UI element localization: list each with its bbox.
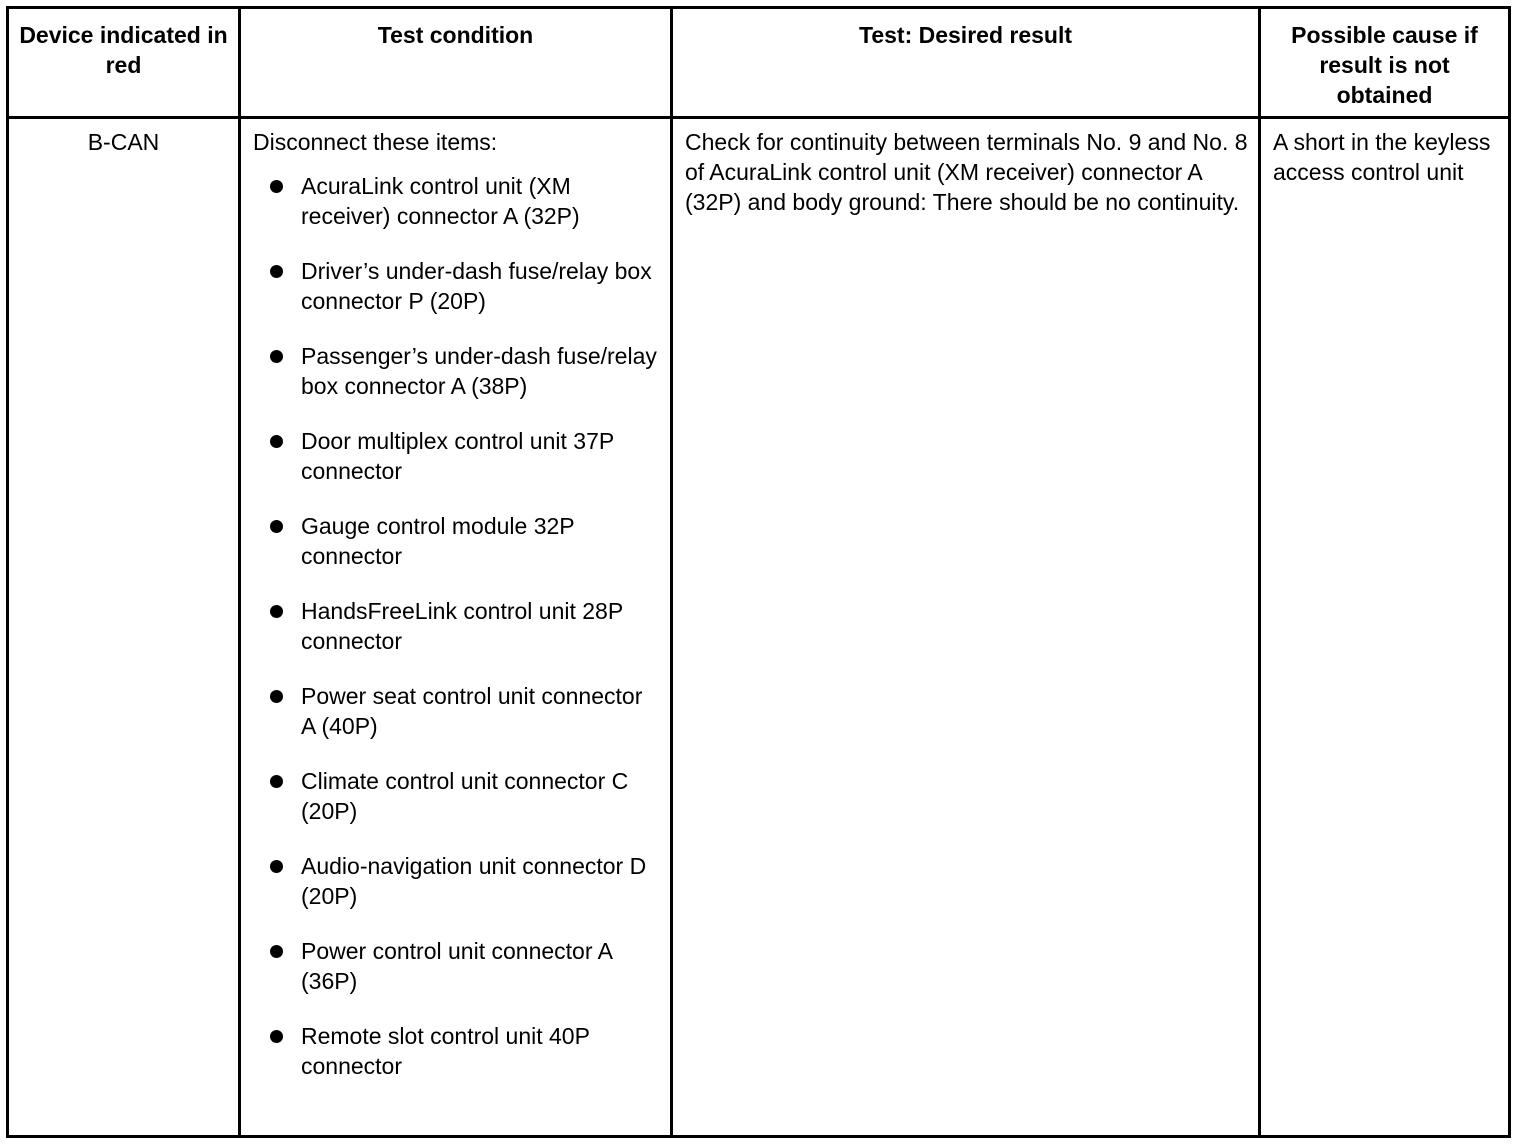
diagnostic-table-container bbox=[6, 6, 1508, 1138]
bullet-icon bbox=[270, 945, 283, 958]
bullet-icon bbox=[270, 605, 283, 618]
list-item bbox=[251, 341, 660, 401]
bullet-icon bbox=[270, 775, 283, 788]
possible-cause-cell bbox=[1260, 118, 1510, 1137]
header-desired-result: Test: Desired result bbox=[672, 8, 1260, 118]
list-item-text: AcuraLink control unit (XM receiver) connector A (32P) bbox=[301, 173, 580, 229]
list-item bbox=[251, 426, 660, 486]
test-condition-cell bbox=[240, 118, 672, 1137]
list-item bbox=[251, 171, 660, 231]
desired-result-text: Check for continuity between terminals No. 9 and No. 8 of AcuraLink control unit (XM receiver) connector A (32P) and body ground: There should be no continuity. bbox=[685, 129, 1248, 215]
list-item bbox=[251, 511, 660, 571]
list-item bbox=[251, 256, 660, 316]
list-item bbox=[251, 1021, 660, 1081]
list-item-text: Driver’s under-dash fuse/relay box connector P (20P) bbox=[301, 258, 652, 314]
bullet-icon bbox=[270, 520, 283, 533]
device-cell: B-CAN bbox=[8, 118, 240, 1137]
list-item bbox=[251, 936, 660, 996]
list-item-text: Power seat control unit connector A (40P) bbox=[301, 683, 643, 739]
list-item-text: Audio-navigation unit connector D (20P) bbox=[301, 853, 647, 909]
connector-list bbox=[251, 171, 660, 1081]
bullet-icon bbox=[270, 180, 283, 193]
bullet-icon bbox=[270, 860, 283, 873]
condition-intro: Disconnect these items: bbox=[253, 129, 498, 155]
table-row bbox=[8, 118, 1510, 1137]
bullet-icon bbox=[270, 690, 283, 703]
header-possible-cause: Possible cause if result is not obtained bbox=[1260, 8, 1510, 118]
bullet-icon bbox=[270, 265, 283, 278]
list-item bbox=[251, 681, 660, 741]
list-item bbox=[251, 766, 660, 826]
list-item-text: Passenger’s under-dash fuse/relay box connector A (38P) bbox=[301, 343, 657, 399]
possible-cause-text: A short in the keyless access control unit bbox=[1273, 129, 1491, 185]
list-item bbox=[251, 851, 660, 911]
bullet-icon bbox=[270, 1030, 283, 1043]
desired-result-cell bbox=[672, 118, 1260, 1137]
header-device: Device indicated in red bbox=[8, 8, 240, 118]
list-item-text: Remote slot control unit 40P connector bbox=[301, 1023, 590, 1079]
diagnostic-table bbox=[6, 6, 1511, 1138]
list-item-text: Power control unit connector A (36P) bbox=[301, 938, 612, 994]
list-item-text: HandsFreeLink control unit 28P connector bbox=[301, 598, 623, 654]
list-item-text: Climate control unit connector C (20P) bbox=[301, 768, 629, 824]
list-item-text: Door multiplex control unit 37P connector bbox=[301, 428, 614, 484]
list-item bbox=[251, 596, 660, 656]
header-test-condition: Test condition bbox=[240, 8, 672, 118]
bullet-icon bbox=[270, 350, 283, 363]
list-item-text: Gauge control module 32P connector bbox=[301, 513, 575, 569]
bullet-icon bbox=[270, 435, 283, 448]
header-row bbox=[8, 8, 1510, 118]
